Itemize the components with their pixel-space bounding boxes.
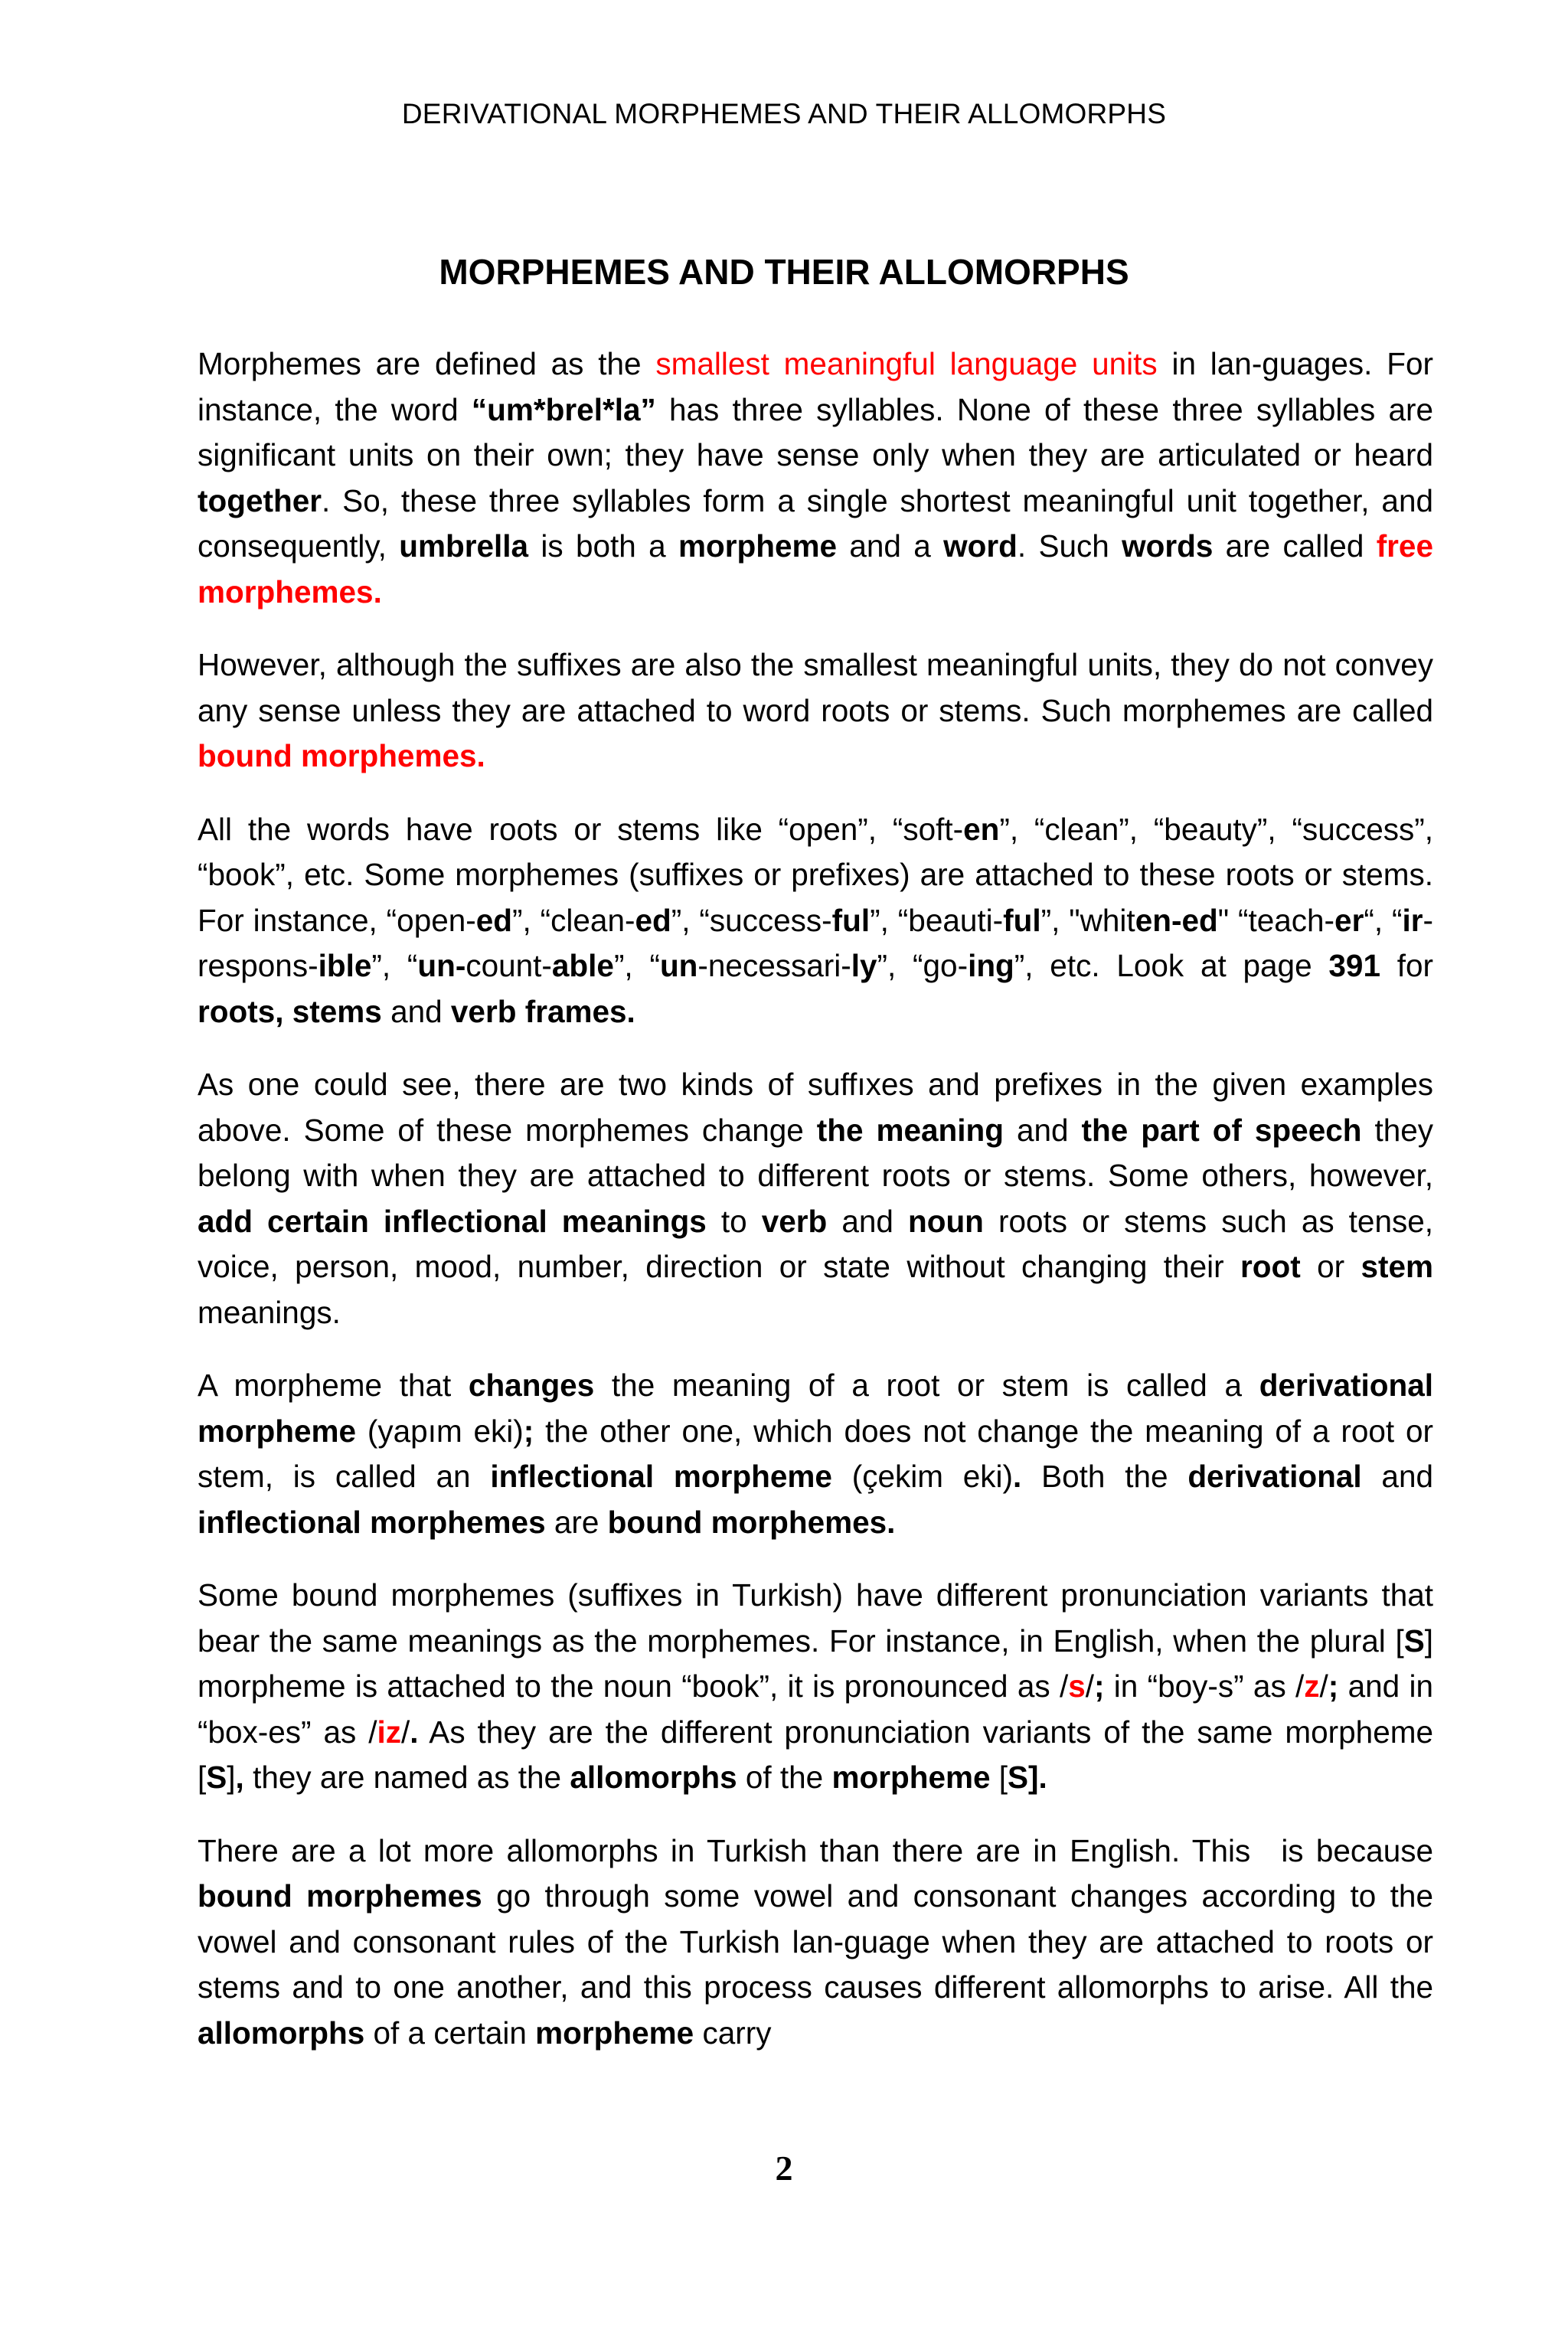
text-run: is both a xyxy=(528,528,678,564)
bold-punctuation: , xyxy=(235,1760,244,1795)
text-run: meanings. xyxy=(198,1294,341,1330)
text-run: of a certain xyxy=(364,2015,536,2051)
bold-term: together xyxy=(198,482,322,518)
bold-term: bound morphemes. xyxy=(607,1504,896,1540)
bold-term: derivational morpheme xyxy=(198,1368,1434,1449)
text-run: “, “ xyxy=(1364,902,1403,938)
bold-punctuation: . xyxy=(1013,1459,1022,1494)
text-run: and xyxy=(381,993,451,1029)
text-run: / xyxy=(401,1714,410,1750)
running-header: DERIVATIONAL MORPHEMES AND THEIR ALLOMORPHS xyxy=(401,98,1167,129)
bold-affix: ful xyxy=(831,902,871,938)
body-text xyxy=(198,342,1433,2056)
bold-affix: ible xyxy=(318,948,372,983)
paragraph-two-kinds-of-affixes xyxy=(198,1062,1433,1335)
bold-affix: able xyxy=(551,948,614,983)
bold-term: root xyxy=(1240,1249,1301,1284)
bold-term: inflectional morpheme xyxy=(490,1459,832,1494)
bold-term: morpheme xyxy=(831,1760,991,1795)
highlight-free-morphemes: free morphemes. xyxy=(198,528,1433,610)
bold-term: morpheme xyxy=(678,528,838,564)
bold-term: stem xyxy=(1361,1249,1433,1284)
page-number: 2 xyxy=(775,2149,793,2188)
text-run: All the words have roots or stems like “open”, “soft- xyxy=(198,811,964,847)
paragraph-roots-and-stems xyxy=(198,807,1433,1035)
bold-term: allomorphs xyxy=(198,2015,365,2051)
bold-term: word xyxy=(943,528,1018,564)
bold-term: the part of speech xyxy=(1081,1112,1362,1148)
highlight-bound-morphemes: bound morphemes. xyxy=(198,738,485,773)
text-run: / xyxy=(1085,1668,1094,1704)
highlight-smallest-units: smallest meaningful language units xyxy=(655,346,1158,381)
bold-term: bound morphemes xyxy=(198,1878,482,1914)
bold-punctuation: ]. xyxy=(1028,1760,1047,1795)
text-run: for xyxy=(1380,948,1434,983)
text-run: ”, “go- xyxy=(877,948,969,983)
text-run: and xyxy=(827,1203,908,1239)
paragraph-derivational-vs-inflectional xyxy=(198,1363,1433,1545)
text-run: As they are the different pronunciation variants of the same morpheme [ xyxy=(198,1714,1433,1795)
bold-term: words xyxy=(1122,528,1214,564)
text-run: . Such xyxy=(1017,528,1122,564)
bold-affix: er xyxy=(1334,902,1364,938)
text-run: they are named as the xyxy=(243,1760,570,1795)
bold-term: changes xyxy=(468,1368,595,1403)
text-run: Morphemes are defined as the xyxy=(198,346,656,381)
text-run: or xyxy=(1300,1249,1361,1284)
paragraph-free-morphemes xyxy=(198,342,1433,615)
text-run: the other one, which does not change the meaning of a root or stem, is called an xyxy=(198,1413,1433,1494)
highlight-allomorph-z: z xyxy=(1304,1668,1320,1704)
highlight-allomorph-s: s xyxy=(1068,1668,1086,1704)
text-run: and xyxy=(1361,1459,1434,1494)
text-run: -necessari- xyxy=(697,948,851,983)
bold-term: allomorphs xyxy=(570,1760,737,1795)
text-run: of the xyxy=(737,1760,832,1795)
text-run: has three syllables. None of these three syllables are significant units on their own; they have sense only when they are articulated or heard xyxy=(198,391,1433,472)
text-run: However, although the suffixes are also the smallest meaningful units, they do not convey any sense unless they are attached to word roots or stems. Such morphemes are called xyxy=(198,647,1433,728)
text-run: in lan-guages. For instance, the word xyxy=(198,346,1433,427)
text-run: go through some vowel and consonant changes according to the vowel and consonant rules of the Turkish lan-guage when they are attached to roots or stems and to one another, and this process causes different allomorphs to arise. All the xyxy=(198,1878,1433,2005)
text-run: ”, “success- xyxy=(671,902,832,938)
text-run: Some bound morphemes (suffixes in Turkish) have different pronunciation variants that bear the same meanings as the morphemes. For instance, in English, when the plural [ xyxy=(198,1577,1433,1659)
bold-punctuation: ; xyxy=(523,1413,534,1449)
text-run: ”, “beauti- xyxy=(870,902,1004,938)
text-run: roots or stems such as tense, voice, person, mood, number, direction or state without changing their xyxy=(198,1203,1433,1284)
bold-affix: un xyxy=(659,948,698,983)
bold-affix: ing xyxy=(968,948,1014,983)
bold-affix: un- xyxy=(417,948,466,983)
paragraph-bound-morphemes xyxy=(198,642,1433,779)
bold-morpheme-symbol: S xyxy=(206,1760,227,1795)
text-run: are xyxy=(545,1504,608,1540)
text-run: . So, these three syllables form a single shortest meaningful unit together, and consequently, xyxy=(198,482,1433,564)
text-run: -respons- xyxy=(198,902,1433,983)
text-run: [ xyxy=(990,1760,1008,1795)
paragraph-allomorphs-turkish xyxy=(198,1829,1433,2057)
highlight-allomorph-iz: iz xyxy=(377,1714,402,1750)
bold-punctuation: ; xyxy=(1328,1668,1339,1704)
bold-term: umbrella xyxy=(399,528,529,564)
text-run: and xyxy=(1004,1112,1082,1148)
text-run: There are a lot more allomorphs in Turkish than there are in English. This xyxy=(198,1832,1251,1868)
text-run: / xyxy=(1319,1668,1328,1704)
text-run: to xyxy=(706,1203,762,1239)
text-run: Both the xyxy=(1021,1459,1188,1494)
text-run: " “teach- xyxy=(1217,902,1335,938)
bold-term: derivational xyxy=(1187,1459,1362,1494)
text-run: carry xyxy=(694,2015,772,2051)
text-run: ] xyxy=(227,1760,236,1795)
text-run: ”, "whit xyxy=(1040,902,1135,938)
bold-term: morpheme xyxy=(535,2015,694,2051)
text-run: As one could see, there are two kinds of suffıxes and prefixes in the given examples above. Some of these morphemes change xyxy=(198,1067,1433,1148)
text-run: and in “box-es” as / xyxy=(198,1668,1433,1750)
text-run: the meaning of a root or stem is called a xyxy=(594,1368,1259,1403)
page-reference: 391 xyxy=(1328,948,1380,983)
text-run: in “boy-s” as / xyxy=(1104,1668,1305,1704)
bold-affix: ful xyxy=(1003,902,1041,938)
bold-affix: en-ed xyxy=(1135,902,1218,938)
bold-term: verb xyxy=(761,1203,828,1239)
bold-punctuation: ; xyxy=(1094,1668,1105,1704)
bold-term: add certain inflectional meanings xyxy=(198,1203,707,1239)
bold-affix: ed xyxy=(475,902,513,938)
text-run: ”, “clean- xyxy=(512,902,635,938)
text-run: and a xyxy=(837,528,944,564)
text-run: are called xyxy=(1213,528,1377,564)
bold-affix: ir xyxy=(1402,902,1423,938)
bold-affix: en xyxy=(963,811,1000,847)
bold-morpheme-symbol: S xyxy=(1403,1623,1425,1659)
text-run: ] morpheme is attached to the noun “book”, it is pronounced as / xyxy=(198,1623,1433,1704)
text-run: is because xyxy=(1281,1832,1434,1868)
bold-morpheme-symbol: S xyxy=(1008,1760,1029,1795)
text-run: (yapım eki) xyxy=(356,1413,524,1449)
text-run: they belong with when they are attached to different roots or stems. Some others, however, xyxy=(198,1112,1434,1193)
bold-term: noun xyxy=(907,1203,984,1239)
example-umbrella-syllables: “um*brel*la” xyxy=(471,391,656,427)
text-run: count- xyxy=(466,948,552,983)
bold-affix: ly xyxy=(851,948,877,983)
section-title: MORPHEMES AND THEIR ALLOMORPHS xyxy=(439,252,1129,292)
bold-term: inflectional morphemes xyxy=(198,1504,546,1540)
text-run: (çekim eki) xyxy=(831,1459,1014,1494)
paragraph-allomorphs-english xyxy=(198,1573,1433,1801)
text-run: A morpheme that xyxy=(198,1368,469,1403)
text-run: ”, “ xyxy=(613,948,660,983)
text-run: ”, “clean”, “beauty”, “success”, “book”, etc. Some morphemes (suffixes or prefixes) are attached to these roots or stems. For instance, “open- xyxy=(198,811,1434,938)
bold-term: roots, stems xyxy=(198,993,382,1029)
bold-term: verb frames. xyxy=(450,993,635,1029)
text-run: ”, etc. Look at page xyxy=(1014,948,1329,983)
bold-term: the meaning xyxy=(816,1112,1004,1148)
text-run: ”, “ xyxy=(371,948,418,983)
bold-affix: ed xyxy=(635,902,671,938)
bold-punctuation: . xyxy=(410,1714,419,1750)
